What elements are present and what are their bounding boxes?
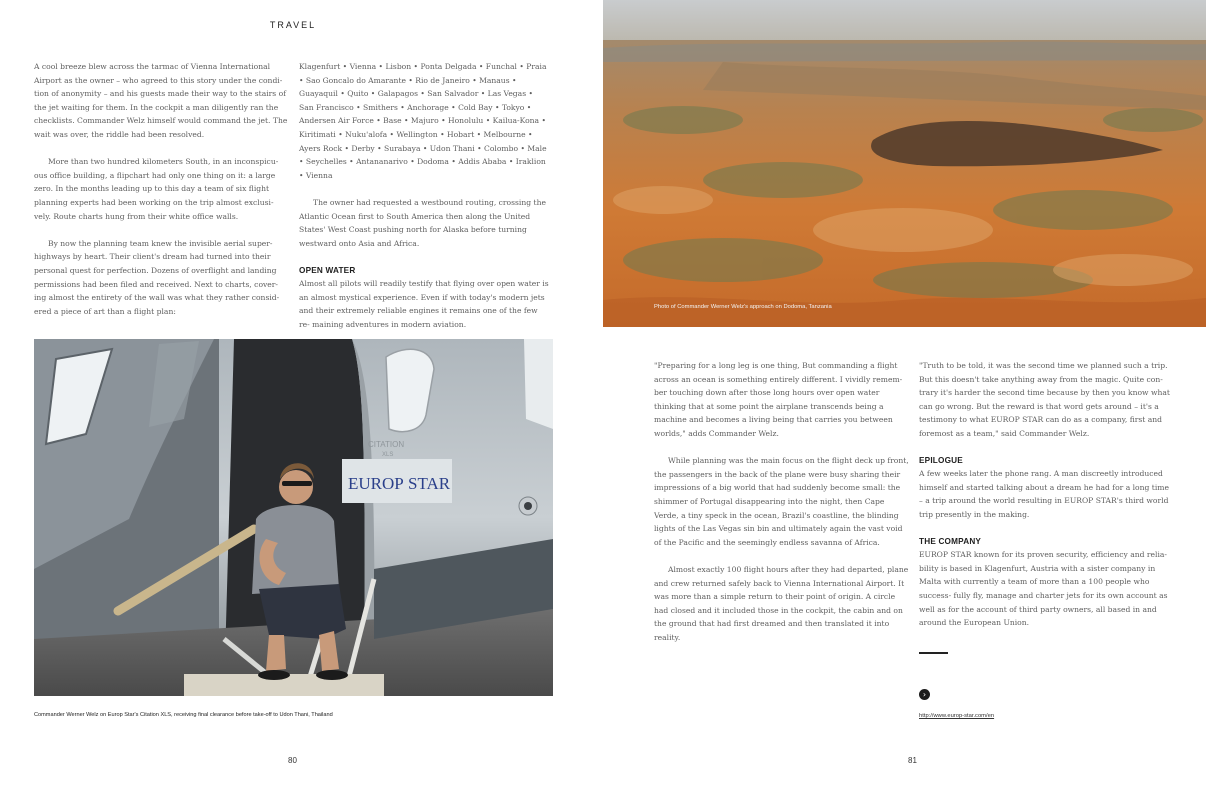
paragraph: "Preparing for a long leg is one thing, But commanding a flight across an ocean is something entirely different. I vividly remem- ber touching down after those long hours over open water thinking that at some point the airplane transcends being a machine and becomes a living being that carries you between worlds," adds Commander Welz. [654, 361, 903, 438]
left-column-2 [299, 60, 549, 345]
heading-open-water: OPEN WATER [299, 265, 356, 275]
photo-commander-on-jet [34, 339, 553, 696]
paragraph: More than two hundred kilometers South, in an inconspicu- ous office building, a flipchart had only one thing on it: a large zero. In the months leading up to this day a team of six flight planning experts had been working on the trip almost exclusi- vely. Route charts hung from their white office walls. [34, 157, 279, 221]
route-list: Klagenfurt • Vienna • Lisbon • Ponta Delgada • Funchal • Praia • Sao Goncalo do Amarante • Rio de Janeiro • Manaus • Guayaquil • Quito • Galapagos • San Salvador • Las Vegas • San Francisco • Smithers • Anchorage • Cold Bay • Tokyo • Andersen Air Force • Base • Majuro • Honolulu • Kailua-Kona • Kiritimati • Nuku'alofa • Wellington • Hobart • Melbourne • Ayers Rock • Derby • Surabaya • Udon Thani • Colombo • Male • Seychelles • Antananarivo • Dodoma • Addis Ababa • Iraklion • Vienna [299, 62, 547, 180]
photo-aerial-dodoma [603, 0, 1206, 327]
right-column-2 [919, 359, 1175, 643]
plane-model-sub: XLS [382, 452, 394, 458]
section-divider [919, 652, 948, 654]
right-column-1 [654, 359, 909, 658]
paragraph: A cool breeze blew across the tarmac of Vienna International Airport as the owner – who agreed to this story under the condi- tion of anonymity – and his guests made their way to the stairs of the jet waiting for them. In the cockpit a man diligently ran the checklists. Commander Welz himself would command the jet. The wait was over, the riddle had been resolved. [34, 62, 288, 139]
right-page [603, 0, 1206, 785]
page-number-right: 81 [908, 756, 917, 765]
plane-logo-europ: EUROP [348, 474, 404, 493]
paragraph: Almost exactly 100 flight hours after they had departed, plane and crew returned safely back to Vienna International Airport. It was more than a simple return to their point of origin. A circle had closed and it included those in the cockpit, the cabin and on the ground that had first dreamed and then translated it into reality. [654, 564, 909, 642]
paragraph: By now the planning team knew the invisible aerial super- highways by heart. Their client's dream had turned into their personal quest for perfection. Dozens of overflight and landing permissions had been filed and received. Next to charts, cover- ing almost the entirety of the wall was what they rather consid- ered a piece of art than a flight plan: [34, 238, 280, 316]
plane-logo-star: STAR [408, 474, 451, 493]
page-number-left: 80 [288, 756, 297, 765]
photo-caption-left: Commander Werner Welz on Europ Star's Citation XLS, receiving final clearance before take-off to Udon Thani, Thailand [34, 712, 333, 718]
arrow-right-icon[interactable]: › [919, 689, 930, 700]
plane-model-label: CITATION [368, 440, 405, 449]
paragraph: "Truth to be told, it was the second time we planned such a trip. But this doesn't take anything away from the magic. Quite con- trary it's harder the second time because by then you know what can go wrong. But the reward is that word gets around – it's a testimony to what EUROP STAR can do as a company, first and foremost as a team," said Commander Welz. [919, 361, 1170, 438]
section-title: TRAVEL [269, 20, 317, 30]
website-link[interactable]: http://www.europ-star.com/en [919, 713, 995, 719]
paragraph: EUROP STAR known for its proven security, efficiency and relia- bility is based in Klagenfurt, Austria with a sister company in Malta with currently a team of more than a 100 people who success- fully fly, manage and charter jets for its own account as well as for the account of third party owners, all based in and around the European Union. [919, 550, 1168, 628]
paragraph: While planning was the main focus on the flight deck up front, the passengers in the back of the plane were busy sharing their impressions of a big world that had suddenly become small: the shimmer of Portugal disappearing into the night, then Cape Verde, a tiny speck in the ocean, Brazil's coastline, the blinding lights of the Las Vegas sin bin and ultimately again the vast void of the Pacific and the seemingly endless savanna of Africa. [654, 456, 909, 547]
photo-caption-right: Photo of Commander Werner Welz's approach on Dodoma, Tanzania [654, 304, 832, 310]
heading-the-company: THE COMPANY [919, 537, 982, 547]
paragraph: Almost all pilots will readily testify that flying over open water is an almost mystical experience. Even if with today's modern jets and their extremely reliable engines it remains one of the few re- maining adventures in modern aviation. [299, 278, 549, 329]
left-column-1 [34, 60, 288, 332]
paragraph: A few weeks later the phone rang. A man discreetly introduced himself and started talking about a dream he had for a long time – a trip around the world resulting in EUROP STAR's third world trip presently in the making. [919, 469, 1169, 519]
heading-epilogue: EPILOGUE [919, 456, 963, 466]
paragraph: The owner had requested a westbound routing, crossing the Atlantic Ocean first to South America then along the United States' West Coast pushing north for Alaska before turning westward onto Asia and Africa. [299, 197, 546, 248]
